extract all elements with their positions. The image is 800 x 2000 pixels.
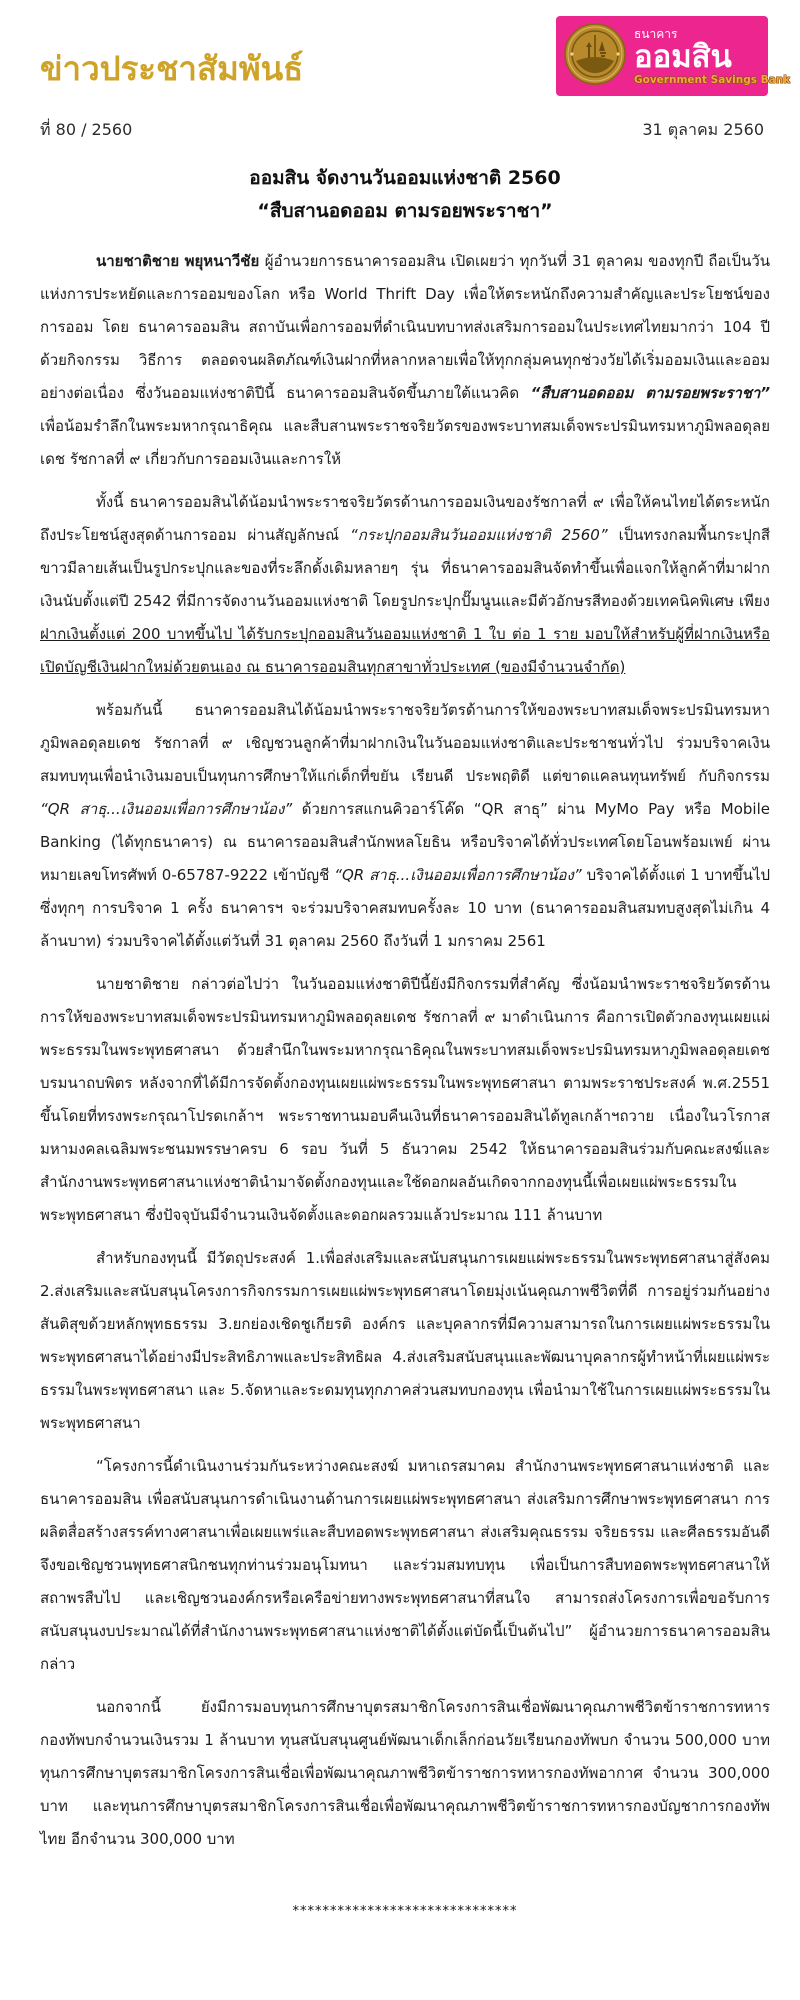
body-paragraph <box>40 694 770 958</box>
footer-separator: ****************************** <box>292 1903 518 1919</box>
gsb-logo-th-big: ออมสิน <box>634 39 732 76</box>
body <box>40 245 770 1856</box>
body-paragraph <box>40 486 770 684</box>
paragraph-segment: ด้วยการสแกนคิวอาร์โค๊ด “QR สาธุ” ผ่าน MyMo Pay หรือ Mobile Banking (ได้ทุกธนาคาร) ณ ธนาคารออมสินสำนักพหลโยธิน หรือบริจาคได้ทั่วประเทศโดยโอนพร้อมเพย์ ผ่านหมายเลขโทรศัพท์ 0-65787-9222 เข้าบัญชี <box>40 799 770 884</box>
gsb-logo <box>556 16 791 96</box>
title-line-2: “สืบสานอดออม ตามรอยพระราชา” <box>257 200 553 223</box>
document-date: 31 ตุลาคม 2560 <box>642 120 764 139</box>
gsb-logo-th-small: ธนาคาร <box>634 27 678 42</box>
body-paragraph <box>40 1242 770 1440</box>
paragraph-segment: เพื่อน้อมรำลึกในพระมหากรุณาธิคุณ และสืบสานพระราชจริยวัตรของพระบาทสมเด็จพระปรมินทรมหาภูมิพลอดุลยเดช รัชกาลที่ ๙ เกี่ยวกับการออมเงินและการให้ <box>40 416 770 468</box>
body-paragraph <box>40 1450 770 1681</box>
body-paragraph <box>40 1691 770 1856</box>
meta-row <box>40 118 770 152</box>
paragraph-segment: “QR สาธุ...เงินออมเพื่อการศึกษาน้อง” <box>334 865 582 884</box>
paragraph-segment: บริจาคได้ตั้งแต่ 1 บาทขึ้นไป ซึ่งทุกๆ การบริจาค 1 ครั้ง ธนาคารฯ จะร่วมบริจาคสมทบครั้งละ 10 บาท (ธนาคารออมสินสมทบสูงสุดไม่เกิน 4 ล้านบาท) ร่วมบริจาคได้ตั้งแต่วันที่ 31 ตุลาคม 2560 ถึงวันที่ 1 มกราคม 2561 <box>40 865 771 950</box>
paragraph-segment: “กระปุกออมสินวันออมแห่งชาติ 2560” <box>350 525 608 544</box>
title-block <box>40 162 770 229</box>
paragraph-segment: “QR สาธุ...เงินออมเพื่อการศึกษาน้อง” <box>40 799 293 818</box>
paragraph-segment: สำหรับกองทุนนี้ มีวัตถุประสงค์ 1.เพื่อส่งเสริมและสนับสนุนการเผยแผ่พระธรรมในพระพุทธศาสนาสู่สังคม 2.ส่งเสริมและสนับสนุนโครงการกิจกรรมการเผยแผ่พระพุทธศาสนาโดยมุ่งเน้นคุณภาพชีวิตที่ดี การอยู่ร่วมกันอย่างสันติสุขด้วยหลักพุทธธรรม 3.ยกย่องเชิดชูเกียรติ องค์กร และบุคลากรที่มีความสามารถในการเผยแผ่พระธรรมในพระพุทธศาสนาได้อย่างมีประสิทธิภาพและประสิทธิผล 4.ส่งเสริมสนับสนุนและพัฒนาบุคลากรผู้ทำหน้าที่เผยแผ่พระธรรมในพระพุทธศาสนา และ 5.จัดหาและระดมทุนทุกภาคส่วนสมทบกองทุน เพื่อนำมาใช้ในการเผยแผ่พระธรรมในพระพุทธศาสนา <box>40 1248 770 1432</box>
paragraph-segment: ทั้งนี้ ธนาคารออมสินได้น้อมนำพระราชจริยวัตรด้านการออมเงินของรัชกาลที่ ๙ เพื่อให้คนไทยได้ตระหนักถึงประโยชน์สูงสุดด้านการออม ผ่านสัญลักษณ์ <box>40 492 770 544</box>
title-line-1: ออมสิน จัดงานวันออมแห่งชาติ 2560 <box>249 167 561 189</box>
paragraph-segment: พร้อมกันนี้ ธนาคารออมสินได้น้อมนำพระราชจริยวัตรด้านการให้ของพระบาทสมเด็จพระปรมินทรมหาภูมิพลอดุลยเดช รัชกาลที่ ๙ เชิญชวนลูกค้าที่มาฝากเงินในวันออมแห่งชาติและประชาชนทั่วไป ร่วมบริจาคเงินสมทบทุนเพื่อนำเงินมอบเป็นทุนการศึกษาให้แก่เด็กที่ขยัน เรียนดี ประพฤติดี แต่ขาดแคลนทุนทรัพย์ กับกิจกรรม <box>40 700 770 785</box>
document-number: ที่ 80 / 2560 <box>40 120 133 139</box>
gsb-logo-en: Government Savings Bank <box>634 74 791 87</box>
gsb-emblem-icon <box>564 23 626 89</box>
paragraph-segment: เป็นทรงกลมพื้นกระปุกสีขาวมีลายเส้นเป็นรูปกระปุกและของที่ระลึกดั้งเดิมหลายๆ รุ่น ที่ธนาคารออมสินจัดทำขึ้นเพื่อแจกให้ลูกค้าที่มาฝากเงินนับตั้งแต่ปี 2542 ที่มีการจัดงานวันออมแห่งชาติ โดยรูปกระปุกปั๊มนูนและมีตัวอักษรสีทองด้วยเทคนิคพิเศษ เพียง <box>40 525 771 610</box>
body-paragraph <box>40 968 770 1232</box>
gsb-logo-text <box>634 28 790 86</box>
body-paragraph <box>40 245 770 476</box>
paragraph-segment: นอกจากนี้ ยังมีการมอบทุนการศึกษาบุตรสมาชิกโครงการสินเชื่อพัฒนาคุณภาพชีวิตข้าราชการทหารกองทัพบกจำนวนเงินรวม 1 ล้านบาท ทุนสนับสนุนศูนย์พัฒนาเด็กเล็กก่อนวัยเรียนกองทัพบก จำนวน 500,000 บาท ทุนการศึกษาบุตรสมาชิกโครงการสินเชื่อเพื่อพัฒนาคุณภาพชีวิตข้าราชการทหารกองทัพอากาศ จำนวน 300,000 บาท และทุนการศึกษาบุตรสมาชิกโครงการสินเชื่อเพื่อพัฒนาคุณภาพชีวิตข้าราชการทหารกองบัญชาการกองทัพไทย อีกจำนวน 300,000 บาท <box>40 1697 770 1848</box>
paragraph-segment: นายชาติชาย กล่าวต่อไปว่า ในวันออมแห่งชาติปีนี้ยังมีกิจกรรมที่สำคัญ ซึ่งน้อมนำพระราชจริยวัตรด้านการให้ของพระบาทสมเด็จพระปรมินทรมหาภูมิพลอดุลยเดช รัชกาลที่ ๙ มาดำเนินการ คือการเปิดตัวกองทุนเผยแผ่พระธรรมในพระพุทธศาสนา ด้วยสำนึกในพระมหากรุณาธิคุณในพระบาทสมเด็จพระปรมินทรมหาภูมิพลอดุลยเดช บรมนาถบพิตร หลังจากที่ได้มีการจัดตั้งกองทุนเผยแผ่พระธรรมในพระพุทธศาสนา ตามพระราชประสงค์ พ.ศ.2551 ขึ้นโดยที่ทรงพระกรุณาโปรดเกล้าฯ พระราชทานมอบคืนเงินที่ธนาคารออมสินได้ทูลเกล้าฯถวาย เนื่องในวโรกาสมหามงคลเฉลิมพระชนมพรรษาครบ 6 รอบ วันที่ 5 ธันวาคม 2542 ให้ธนาคารออมสินร่วมกับคณะสงฆ์และสำนักงานพระพุทธศาสนาแห่งชาตินำมาจัดตั้งกองทุนและใช้ดอกผลอันเกิดจากกองทุนนี้เพื่อเผยแผ่พระธรรมในพระพุทธศาสนา ซึ่งปัจจุบันมีจำนวนเงินจัดตั้งและดอกผลรวมแล้วประมาณ 111 ล้านบาท <box>40 974 770 1224</box>
paragraph-segment: “สืบสานอดออม ตามรอยพระราชา” <box>530 383 771 402</box>
paragraph-segment: ผู้อำนวยการธนาคารออมสิน เปิดเผยว่า ทุกวันที่ 31 ตุลาคม ของทุกปี ถือเป็นวันแห่งการประหยัดและการออมของโลก หรือ World Thrift Day เพื่อให้ตระหนักถึงความสำคัญและประโยชน์ของการออม โดย ธนาคารออมสิน สถาบันเพื่อการออมที่ดำเนินบทบาทส่งเสริมการออมในประเทศไทยมากว่า 104 ปี ด้วยกิจกรรม วิธีการ ตลอดจนผลิตภัณฑ์เงินฝากที่หลากหลายเพื่อให้ทุกกลุ่มคนทุกช่วงวัยได้เริ่มออมเงินและออมอย่างต่อเนื่อง ซึ่งวันออมแห่งชาติปีนี้ ธนาคารออมสินจัดขึ้นภายใต้แนวคิด <box>40 251 770 402</box>
paragraph-segment: นายชาติชาย พยุหนาวีชัย <box>96 251 265 270</box>
document-type-heading: ข่าวประชาสัมพันธ์ <box>40 49 304 88</box>
header <box>40 14 791 110</box>
paragraph-segment: ฝากเงินตั้งแต่ 200 บาทขึ้นไป ได้รับกระปุกออมสินวันออมแห่งชาติ 1 ใบ ต่อ 1 ราย มอบให้สำหรับผู้ที่ฝากเงินหรือเปิดบัญชีเงินฝากใหม่ด้วยตนเอง ณ ธนาคารออมสินทุกสาขาทั่วประเทศ (ของมีจำนวนจำกัด) <box>40 624 770 676</box>
paragraph-segment: “โครงการนี้ดำเนินงานร่วมกันระหว่างคณะสงฆ์ มหาเถรสมาคม สำนักงานพระพุทธศาสนาแห่งชาติ และธนาคารออมสิน เพื่อสนับสนุนการดำเนินงานด้านการเผยแผ่พระพุทธศาสนา ส่งเสริมการศึกษาพระพุทธศาสนา การผลิตสื่อสร้างสรรค์ทางศาสนาเพื่อเผยแพร่และสืบทอดพระพุทธศาสนา ส่งเสริมคุณธรรม จริยธรรม และศีลธรรมอันดี จึงขอเชิญชวนพุทธศาสนิกชนทุกท่านร่วมอนุโมทนา และร่วมสมทบทุน เพื่อเป็นการสืบทอดพระพุทธศาสนาให้สถาพรสืบไป และเชิญชวนองค์กรหรือเครือข่ายทางพระพุทธศาสนาที่สนใจ สามารถส่งโครงการเพื่อขอรับการสนับสนุนงบประมาณได้ที่สำนักงานพระพุทธศาสนาแห่งชาติได้ตั้งแต่บัดนี้เป็นต้นไป” ผู้อำนวยการธนาคารออมสิน กล่าว <box>40 1456 770 1673</box>
